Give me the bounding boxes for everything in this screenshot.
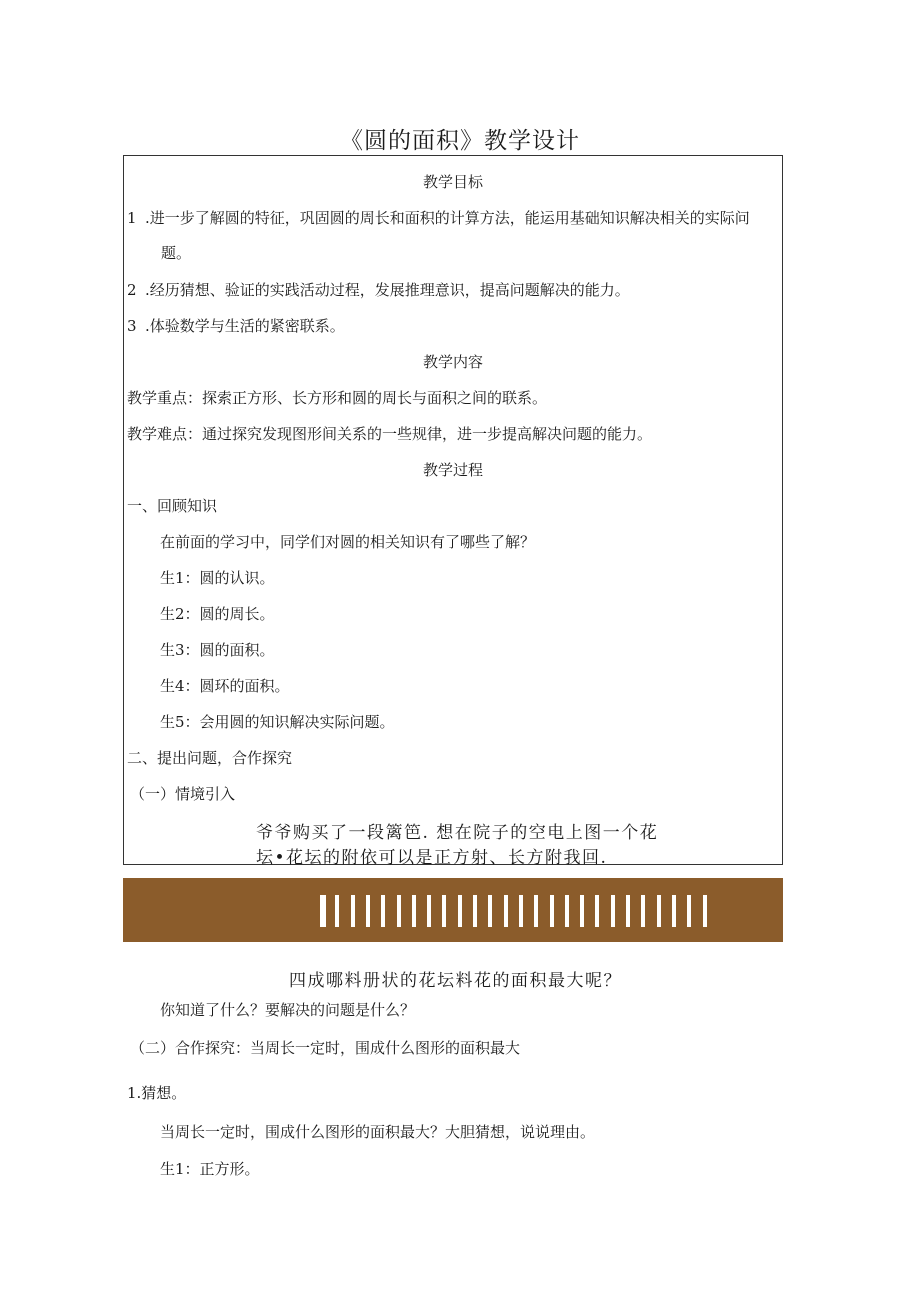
fence-post — [473, 895, 477, 927]
fence-post — [534, 895, 538, 927]
objective-1-number: 1 — [127, 209, 137, 227]
student-answer: 生1：圆的认识。 — [160, 569, 275, 587]
fence-post — [580, 895, 584, 927]
fence-post — [672, 895, 676, 927]
objective-3-text: .体验数学与生活的紧密联系。 — [145, 317, 345, 335]
objective-2-number: 2 — [127, 281, 137, 299]
fence-post — [488, 895, 492, 927]
step1-answer: 生1：正方形。 — [160, 1160, 260, 1178]
fence-post — [519, 895, 523, 927]
step1-title: 1.猜想。 — [127, 1084, 187, 1102]
fence-post — [703, 895, 707, 927]
scenario-question: 四成哪料册状的花坛料花的面积最大呢？ — [289, 971, 622, 991]
fence-post — [611, 895, 615, 927]
fence-post — [366, 895, 370, 927]
step1-question: 当周长一定时，围成什么图形的面积最大？大胆猜想，说说理由。 — [160, 1123, 596, 1141]
key-point: 教学重点：探索正方形、长方形和圆的周长与面积之间的联系。 — [127, 389, 548, 407]
subsection1-title: （一）情境引入 — [130, 785, 236, 803]
fence-post — [412, 895, 416, 927]
fence-post — [442, 895, 446, 927]
objectives-heading: 教学目标 — [422, 173, 483, 191]
fence-post — [351, 895, 355, 927]
objective-1-text: .进一步了解圆的特征，巩固圆的周长和面积的计算方法，能运用基础知识解决相关的实际问 — [145, 209, 750, 227]
fence-post — [657, 895, 661, 927]
fence-post — [397, 895, 401, 927]
fence-post — [381, 895, 385, 927]
fence-post — [565, 895, 569, 927]
fence-post — [641, 895, 645, 927]
objective-2-text: .经历猜想、验证的实践活动过程，发展推理意识，提高问题解决的能力。 — [145, 281, 630, 299]
objective-1-continuation: 题。 — [161, 244, 192, 262]
fence-post — [427, 895, 431, 927]
student-answer: 生5：会用圆的知识解决实际问题。 — [160, 713, 395, 731]
review-question: 在前面的学习中，同学们对圆的相关知识有了哪些了解？ — [160, 533, 536, 551]
student-answer: 生2：圆的周长。 — [160, 605, 275, 623]
part1-title: 一、回顾知识 — [127, 497, 218, 515]
objective-3-number: 3 — [127, 317, 137, 335]
document-title: 《圆的面积》教学设计 — [340, 128, 580, 154]
subsection2-title: （二）合作探究：当周长一定时，围成什么图形的面积最大 — [130, 1039, 521, 1057]
scenario-text-line1: 爷爷购买了一段篱笆. 想在院子的空电上图一个花 — [256, 823, 659, 843]
fence-post — [504, 895, 508, 927]
fence-post — [626, 895, 630, 927]
fence-illustration-banner — [123, 878, 783, 942]
part2-title: 二、提出问题，合作探究 — [127, 749, 293, 767]
fence-post — [458, 895, 462, 927]
fence-post — [320, 895, 326, 927]
student-answer: 生4：圆环的面积。 — [160, 677, 290, 695]
content-heading: 教学内容 — [422, 353, 483, 371]
fence-post — [687, 895, 691, 927]
student-answer: 生3：圆的面积。 — [160, 641, 275, 659]
follow-up-question: 你知道了什么？要解决的问题是什么？ — [160, 1001, 416, 1019]
fence-post — [550, 895, 554, 927]
fence-post — [595, 895, 599, 927]
process-heading: 教学过程 — [422, 461, 483, 479]
scenario-text-line2: 坛•花坛的附依可以是正方射、长方附我回. — [256, 848, 608, 868]
fence-post — [335, 895, 339, 927]
difficulty: 教学难点：通过探究发现图形间关系的一些规律，进一步提高解决问题的能力。 — [127, 425, 653, 443]
